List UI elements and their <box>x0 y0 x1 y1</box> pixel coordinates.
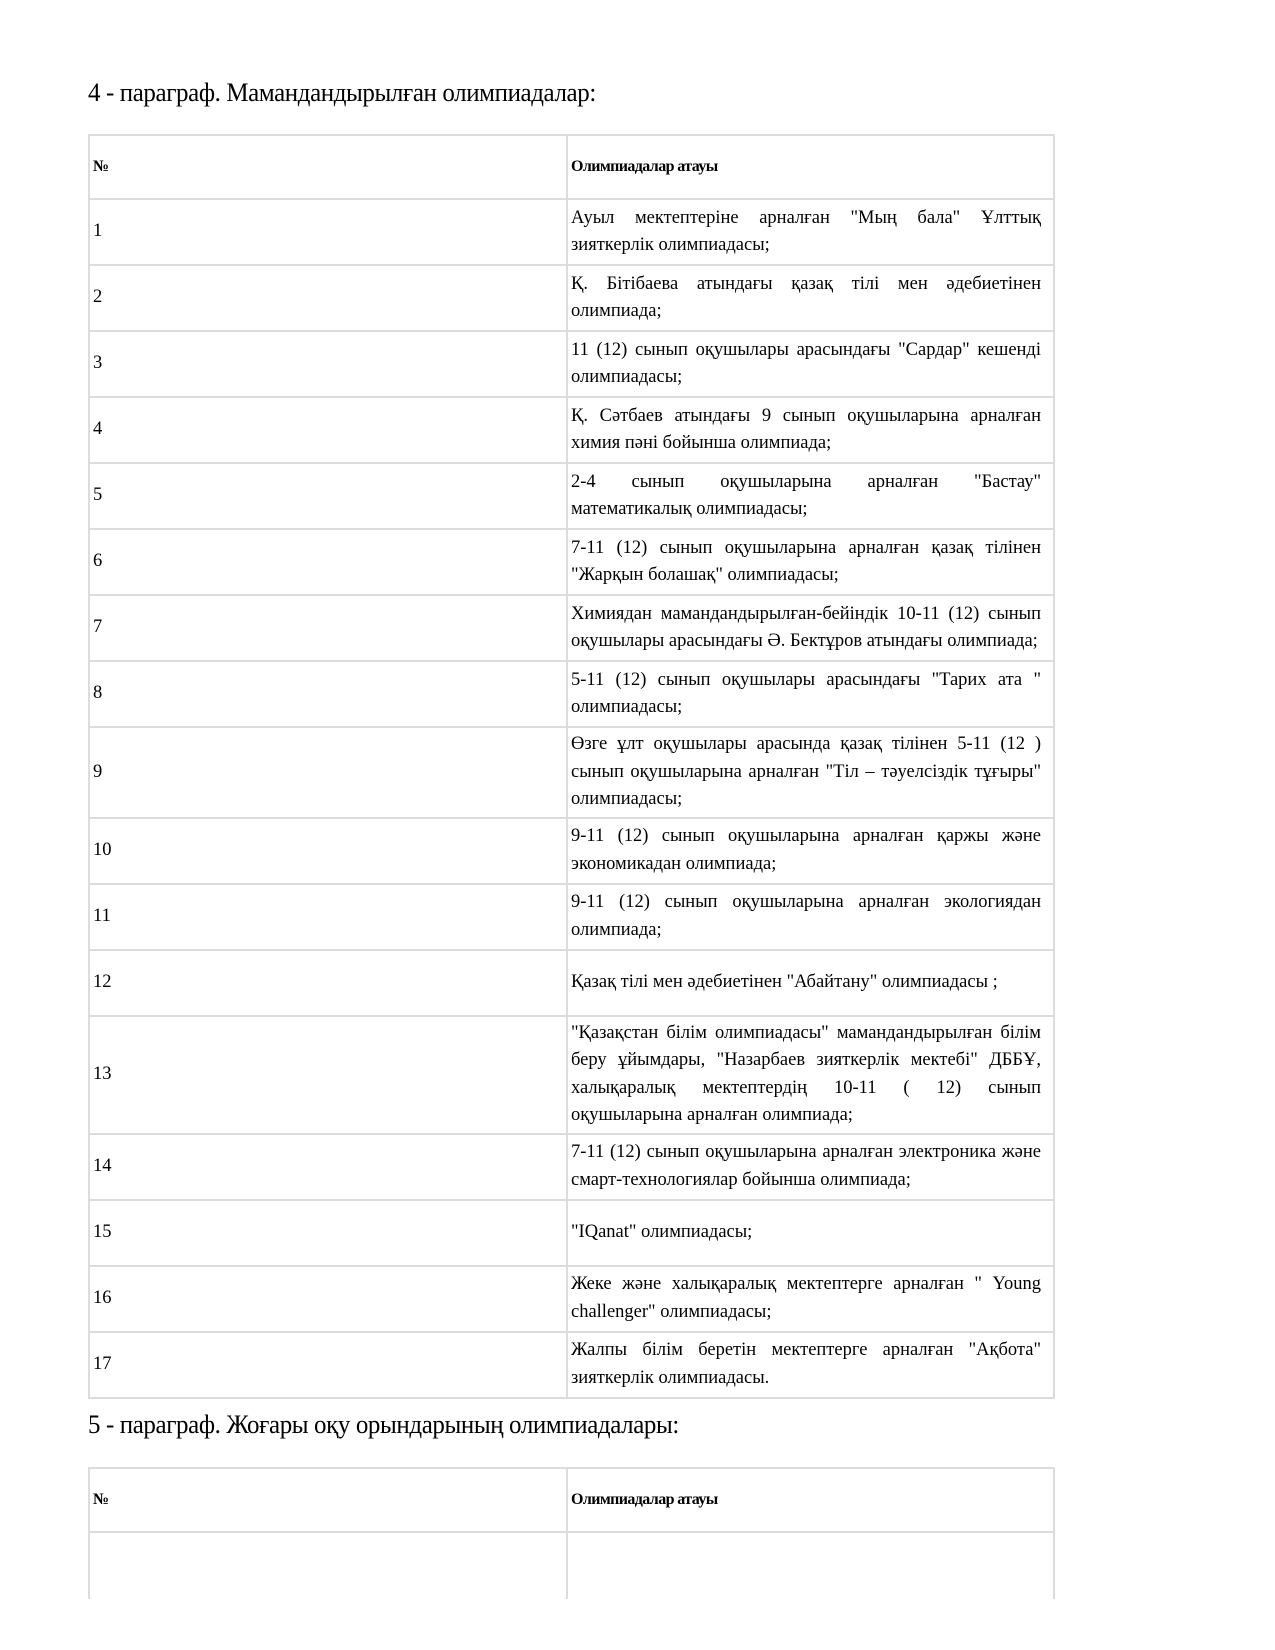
table-row <box>89 1200 1054 1266</box>
row-number: 14 <box>89 1134 567 1200</box>
row-number: 17 <box>89 1332 567 1398</box>
olympiad-name: Жалпы білім беретін мектептерге арналған "Ақбота" зияткерлік олимпиадасы. <box>567 1332 1054 1398</box>
olympiad-name: "Қазақстан білім олимпиадасы" мамандандырылған білім беру ұйымдары, "Назарбаев зияткерлік мектебі" ДББҰ, халықаралық мектептердің 10-11 ( 12) сынып оқушыларына арналған олимпиада; <box>567 1016 1054 1134</box>
table-row <box>89 818 1054 884</box>
row-number: 16 <box>89 1266 567 1332</box>
row-number <box>89 1532 567 1599</box>
olympiad-name: 7-11 (12) сынып оқушыларына арналған электроника және смарт-технологиялар бойынша олимпиада; <box>567 1134 1054 1200</box>
olympiad-name: 5-11 (12) сынып оқушылары арасындағы "Тарих ата " олимпиадасы; <box>567 661 1054 727</box>
row-number: 10 <box>89 818 567 884</box>
olympiad-name: 11 (12) сынып оқушылары арасындағы "Сардар" кешенді олимпиадасы; <box>567 331 1054 397</box>
row-number: 15 <box>89 1200 567 1266</box>
university-olympiads-table <box>88 1467 1055 1599</box>
olympiad-name: 2-4 сынып оқушыларына арналған "Бастау" математикалық олимпиадасы; <box>567 463 1054 529</box>
row-number: 13 <box>89 1016 567 1134</box>
header-olympiad-name: Олимпиадалар атауы <box>567 1468 1054 1532</box>
row-number: 3 <box>89 331 567 397</box>
row-number: 6 <box>89 529 567 595</box>
table-row <box>89 1266 1054 1332</box>
table-row <box>89 397 1054 463</box>
section-5-heading: 5 - параграф. Жоғары оқу орындарының олимпиадалары: <box>88 1410 679 1439</box>
row-number: 8 <box>89 661 567 727</box>
table-row <box>89 463 1054 529</box>
header-number: № <box>89 135 567 199</box>
olympiad-name: Жеке және халықаралық мектептерге арналған " Young challenger" олимпиадасы; <box>567 1266 1054 1332</box>
table-row <box>89 199 1054 265</box>
table-row <box>89 529 1054 595</box>
olympiad-name: 9-11 (12) сынып оқушыларына арналған экологиядан олимпиада; <box>567 884 1054 950</box>
olympiad-name: "IQanat" олимпиадасы; <box>567 1200 1054 1266</box>
table-row <box>89 595 1054 661</box>
row-number: 2 <box>89 265 567 331</box>
row-number: 5 <box>89 463 567 529</box>
specialized-olympiads-table <box>88 134 1055 1399</box>
table-row <box>89 727 1054 818</box>
table-body <box>89 199 1054 1398</box>
table-row <box>89 1332 1054 1398</box>
olympiad-name: 9-11 (12) сынып оқушыларына арналған қаржы және экономикадан олимпиада; <box>567 818 1054 884</box>
section-4-heading: 4 - параграф. Мамандандырылған олимпиадалар: <box>88 78 596 107</box>
table-row <box>89 661 1054 727</box>
olympiad-name <box>567 1532 1054 1599</box>
olympiad-name: Қ. Сәтбаев атындағы 9 сынып оқушыларына арналған химия пәні бойынша олимпиада; <box>567 397 1054 463</box>
olympiad-name: Қ. Бітібаева атындағы қазақ тілі мен әдебиетінен олимпиада; <box>567 265 1054 331</box>
table-row <box>89 265 1054 331</box>
table-row <box>89 884 1054 950</box>
olympiad-name: Өзге ұлт оқушылары арасында қазақ тілінен 5-11 (12 ) сынып оқушыларына арналған "Тіл – тәуелсіздік тұғыры" олимпиадасы; <box>567 727 1054 818</box>
table-header-row <box>89 135 1054 199</box>
olympiad-name: 7-11 (12) сынып оқушыларына арналған қазақ тілінен "Жарқын болашақ" олимпиадасы; <box>567 529 1054 595</box>
row-number: 7 <box>89 595 567 661</box>
olympiad-name: Химиядан мамандандырылған-бейіндік 10-11 (12) сынып оқушылары арасындағы Ә. Бектұров атындағы олимпиада; <box>567 595 1054 661</box>
row-number: 4 <box>89 397 567 463</box>
olympiad-name: Ауыл мектептеріне арналған "Мың бала" Ұлттық зияткерлік олимпиадасы; <box>567 199 1054 265</box>
table-header-row <box>89 1468 1054 1532</box>
table-row <box>89 1134 1054 1200</box>
row-number: 9 <box>89 727 567 818</box>
table-row <box>89 1016 1054 1134</box>
row-number: 12 <box>89 950 567 1016</box>
header-number: № <box>89 1468 567 1532</box>
table-row <box>89 950 1054 1016</box>
row-number: 1 <box>89 199 567 265</box>
table-row <box>89 1532 1054 1599</box>
row-number: 11 <box>89 884 567 950</box>
header-olympiad-name: Олимпиадалар атауы <box>567 135 1054 199</box>
olympiad-name: Қазақ тілі мен әдебиетінен "Абайтану" олимпиадасы ; <box>567 950 1054 1016</box>
table-body <box>89 1532 1054 1599</box>
table-row <box>89 331 1054 397</box>
